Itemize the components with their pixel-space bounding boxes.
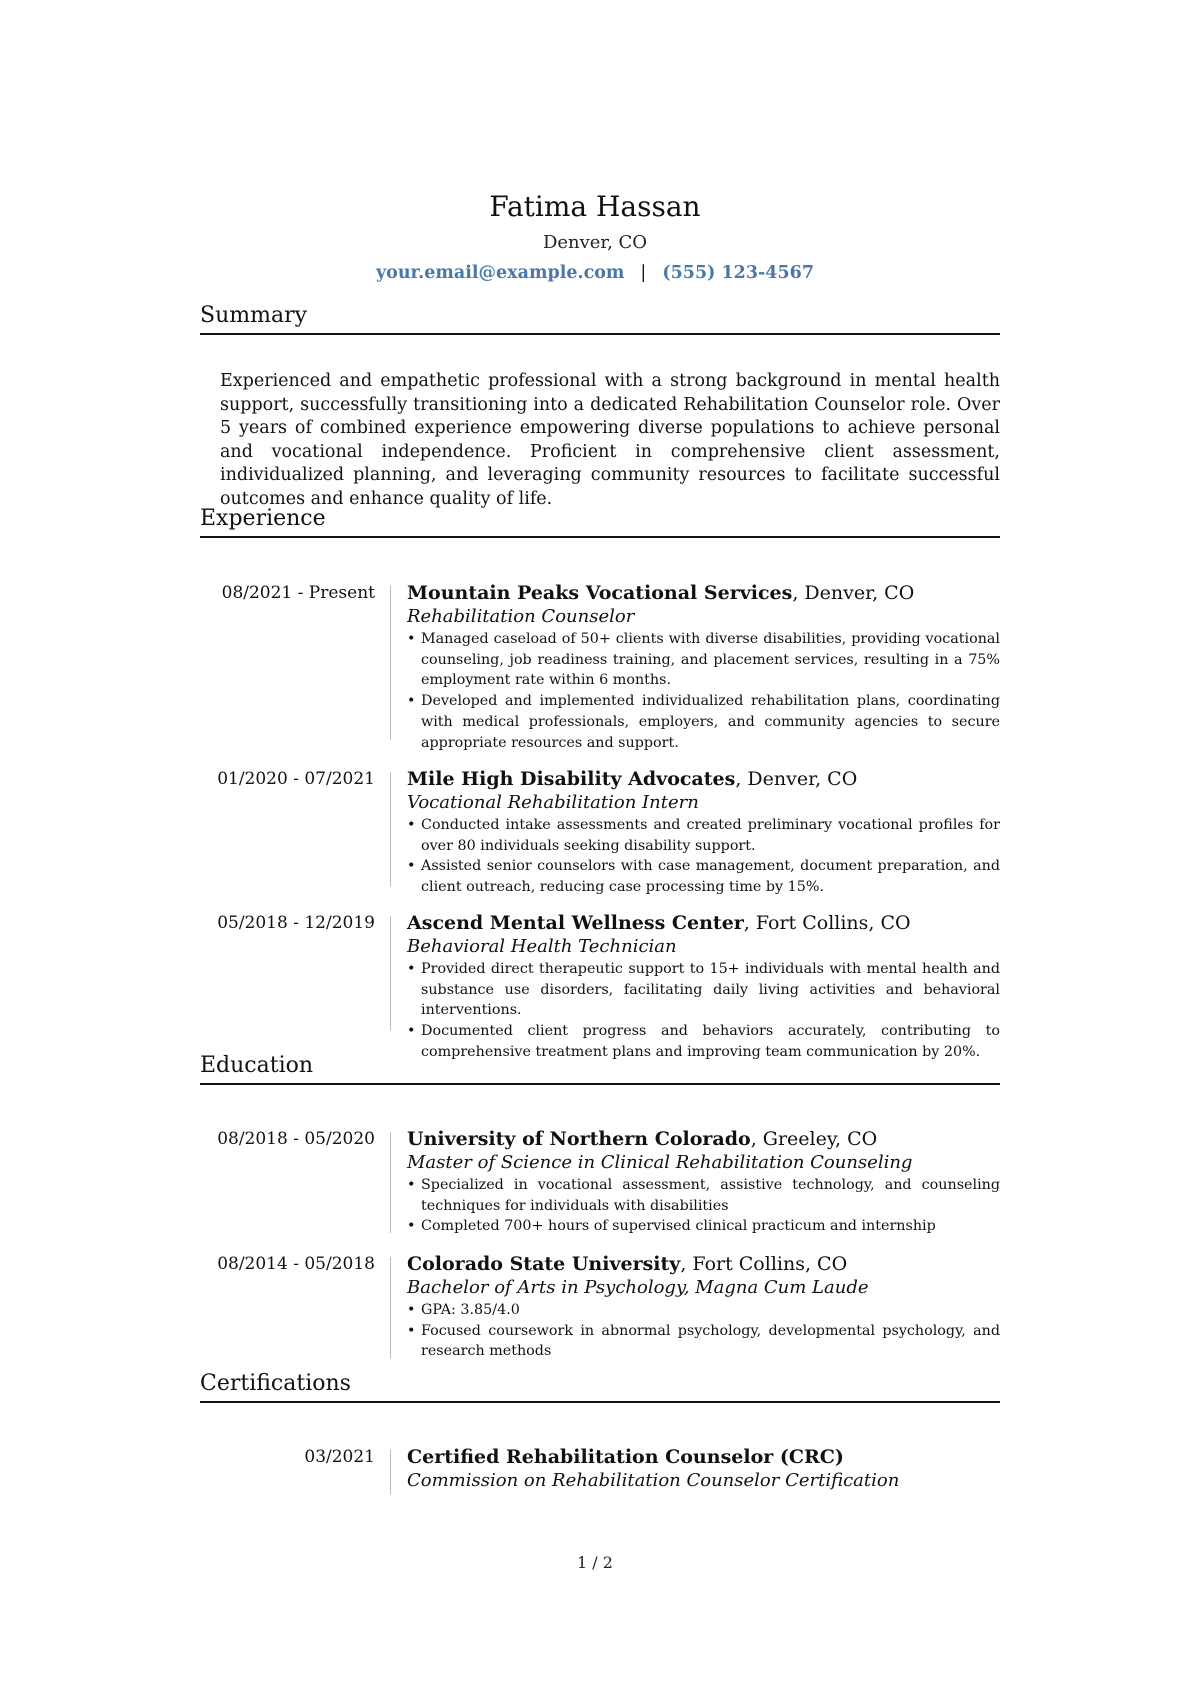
entry-role: Rehabilitation Counselor bbox=[407, 606, 635, 627]
education-entry bbox=[200, 1253, 1000, 1358]
certification-issuer: Commission on Rehabilitation Counselor Certification bbox=[407, 1470, 900, 1491]
summary-heading: Summary bbox=[200, 302, 1000, 335]
bullet-item: • Completed 700+ hours of supervised clinical practicum and internship bbox=[407, 1216, 1000, 1237]
entry-date: 05/2018 - 12/2019 bbox=[217, 913, 375, 933]
bullet-item: • GPA: 3.85/4.0 bbox=[407, 1300, 1000, 1321]
experience-entry bbox=[200, 912, 1000, 1060]
entry-organization bbox=[407, 582, 1000, 605]
entry-body bbox=[407, 1128, 1000, 1237]
entry-divider bbox=[390, 586, 391, 740]
bullet-item: • Conducted intake assessments and created preliminary vocational profiles for over 80 individuals seeking disability support. bbox=[407, 815, 1000, 856]
entry-date: 08/2018 - 05/2020 bbox=[217, 1129, 375, 1149]
entry-date: 08/2014 - 05/2018 bbox=[217, 1254, 375, 1274]
certification-name: Certified Rehabilitation Counselor (CRC) bbox=[407, 1446, 844, 1468]
entry-bullets bbox=[407, 1175, 1000, 1237]
phone-link[interactable]: (555) 123-4567 bbox=[662, 263, 815, 283]
bullet-item: • Managed caseload of 50+ clients with diverse disabilities, providing vocational counseling, job readiness training, and placement services, resulting in a 75% employment rate within 6 months. bbox=[407, 629, 1000, 691]
bullet-item: • Specialized in vocational assessment, assistive technology, and counseling techniques for individuals with disabilities bbox=[407, 1175, 1000, 1216]
bullet-item: • Provided direct therapeutic support to 15+ individuals with mental health and substance use disorders, facilitating daily living activities and behavioral interventions. bbox=[407, 959, 1000, 1021]
entry-role: Vocational Rehabilitation Intern bbox=[407, 792, 699, 813]
entry-divider bbox=[390, 1450, 391, 1494]
entry-degree: Bachelor of Arts in Psychology, Magna Cum Laude bbox=[407, 1277, 869, 1298]
entry-bullets bbox=[407, 815, 1000, 898]
organization-name: Ascend Mental Wellness Center bbox=[407, 912, 744, 934]
entry-degree: Master of Science in Clinical Rehabilitation Counseling bbox=[407, 1152, 913, 1173]
entry-organization bbox=[407, 912, 1000, 935]
entry-organization bbox=[407, 768, 1000, 791]
resume-header bbox=[0, 190, 1190, 286]
entry-body bbox=[407, 768, 1000, 898]
summary-text: Experienced and empathetic professional with a strong background in mental health support, successfully transitioning into a dedicated Rehabilitation Counselor role. Over 5 years of combined experience empowering diverse populations to achieve personal and vocational independence. Proficient in comprehensive client assessment, individualized planning, and leveraging community resources to facilitate successful outcomes and enhance quality of life. bbox=[220, 371, 1000, 509]
candidate-name: Fatima Hassan bbox=[489, 190, 701, 223]
institution-location: , Fort Collins, CO bbox=[680, 1253, 848, 1275]
entry-organization bbox=[407, 1446, 1000, 1469]
contact-separator: | bbox=[640, 263, 647, 283]
page-indicator: 1 / 2 bbox=[577, 1553, 613, 1572]
education-entry bbox=[200, 1128, 1000, 1233]
experience-entry bbox=[200, 582, 1000, 751]
certifications-heading: Certifications bbox=[200, 1370, 1000, 1403]
institution-name: University of Northern Colorado bbox=[407, 1128, 751, 1150]
organization-location: , Denver, CO bbox=[735, 768, 858, 790]
entry-role: Behavioral Health Technician bbox=[407, 936, 677, 957]
organization-name: Mountain Peaks Vocational Services bbox=[407, 582, 793, 604]
entry-body bbox=[407, 1253, 1000, 1362]
certification-entry bbox=[200, 1446, 1000, 1494]
entry-divider bbox=[390, 1132, 391, 1233]
bullet-item: • Assisted senior counselors with case management, document preparation, and client outreach, reducing case processing time by 15%. bbox=[407, 856, 1000, 897]
institution-location: , Greeley, CO bbox=[750, 1128, 878, 1150]
bullet-item: • Developed and implemented individualized rehabilitation plans, coordinating with medical professionals, employers, and community agencies to secure appropriate resources and support. bbox=[407, 691, 1000, 753]
entry-organization bbox=[407, 1128, 1000, 1151]
candidate-location: Denver, CO bbox=[542, 232, 648, 253]
entry-body bbox=[407, 912, 1000, 1063]
entry-bullets bbox=[407, 959, 1000, 1063]
entry-divider bbox=[390, 1257, 391, 1358]
email-link[interactable]: your.email@example.com bbox=[375, 263, 625, 283]
bullet-item: • Focused coursework in abnormal psychology, developmental psychology, and research methods bbox=[407, 1321, 1000, 1362]
contact-line bbox=[0, 260, 1190, 286]
experience-heading: Experience bbox=[200, 505, 1000, 538]
entry-body bbox=[407, 582, 1000, 753]
entry-divider bbox=[390, 916, 391, 1030]
entry-date: 08/2021 - Present bbox=[221, 583, 375, 603]
entry-bullets bbox=[407, 629, 1000, 753]
entry-bullets bbox=[407, 1300, 1000, 1362]
organization-location: , Denver, CO bbox=[792, 582, 915, 604]
entry-organization bbox=[407, 1253, 1000, 1276]
entry-date: 01/2020 - 07/2021 bbox=[217, 769, 375, 789]
education-heading: Education bbox=[200, 1052, 1000, 1085]
organization-name: Mile High Disability Advocates bbox=[407, 768, 736, 790]
experience-entry bbox=[200, 768, 1000, 896]
entry-divider bbox=[390, 772, 391, 886]
organization-location: , Fort Collins, CO bbox=[743, 912, 911, 934]
institution-name: Colorado State University bbox=[407, 1253, 681, 1275]
entry-date: 03/2021 bbox=[304, 1447, 375, 1467]
bullet-item: • Documented client progress and behaviors accurately, contributing to comprehensive treatment plans and improving team communication by 20%. bbox=[407, 1021, 1000, 1062]
entry-body bbox=[407, 1446, 1000, 1492]
